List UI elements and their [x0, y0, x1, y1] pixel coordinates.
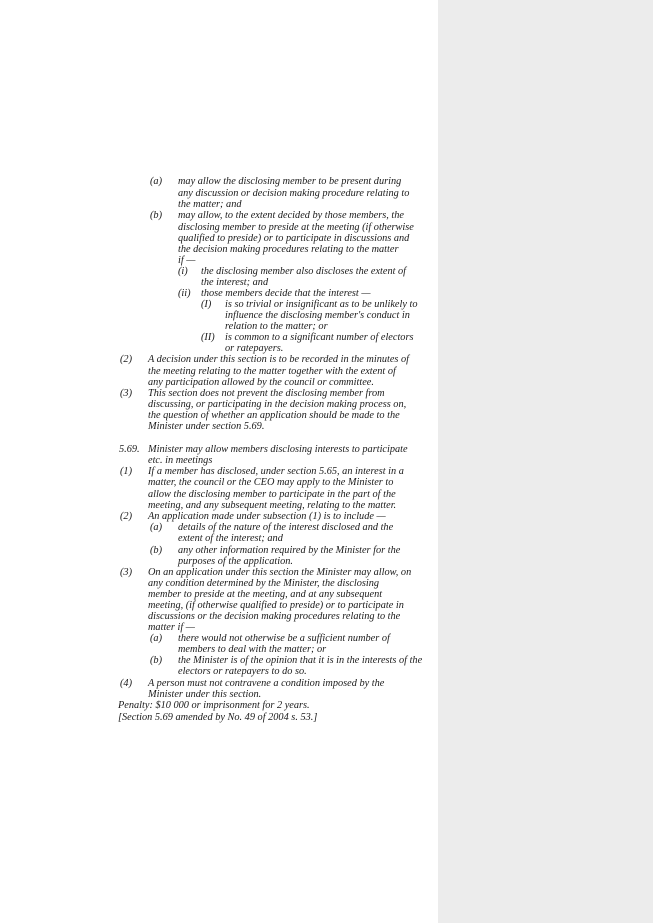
- amendment-history-note: [Section 5.69 amended by No. 49 of 2004 s. 53.]: [118, 712, 318, 723]
- text-line: may allow, to the extent decided by those members, the: [178, 210, 404, 221]
- text-line: disclosing member to preside at the meeting (if otherwise: [178, 222, 414, 233]
- section-number: 5.69.: [119, 444, 140, 455]
- text-line: there would not otherwise be a sufficient number of: [178, 633, 390, 644]
- text-line: may allow the disclosing member to be present during: [178, 176, 402, 187]
- text-line: any participation allowed by the council or committee.: [148, 377, 374, 388]
- comment-margin-pane: [438, 0, 653, 923]
- text-line: member to preside at the meeting, and at any subsequent: [148, 589, 383, 600]
- para-label-b: (b): [150, 655, 163, 666]
- section-heading: Minister may allow members disclosing interests to participate: [148, 444, 408, 455]
- text-line: meeting, (if otherwise qualified to preside) or to participate in: [148, 600, 404, 611]
- section-heading: etc. in meetings: [148, 455, 213, 466]
- text-line: the disclosing member also discloses the extent of: [201, 266, 407, 277]
- text-line: Minister under this section.: [148, 689, 262, 700]
- text-line: discussing, or participating in the decision making process on,: [148, 399, 407, 410]
- text-line: qualified to preside) or to participate in discussions and: [178, 233, 410, 244]
- text-line: or ratepayers.: [225, 343, 284, 354]
- text-line: the matter; and: [178, 199, 242, 210]
- text-line: If a member has disclosed, under section 5.65, an interest in a: [148, 466, 404, 477]
- text-line: matter if —: [148, 622, 195, 633]
- text-line: allow the disclosing member to participate in the part of the: [148, 489, 396, 500]
- text-line: the question of whether an application should be made to the: [148, 410, 400, 421]
- text-line: purposes of the application.: [178, 556, 293, 567]
- text-line: is so trivial or insignificant as to be unlikely to: [225, 299, 418, 310]
- text-line: influence the disclosing member's conduct in: [225, 310, 410, 321]
- text-line: the meeting relating to the matter together with the extent of: [148, 366, 396, 377]
- para-label-a: (a): [150, 176, 163, 187]
- subsection-label-2: (2): [120, 511, 133, 522]
- clause-label-II: (II): [201, 332, 215, 343]
- subsection-label-3: (3): [120, 388, 133, 399]
- text-line: This section does not prevent the disclosing member from: [148, 388, 385, 399]
- text-line: discussions or the decision making procedures relating to the: [148, 611, 401, 622]
- text-line: any other information required by the Minister for the: [178, 545, 401, 556]
- penalty-note: Penalty: $10 000 or imprisonment for 2 years.: [118, 700, 310, 711]
- text-line: On an application under this section the Minister may allow, on: [148, 567, 412, 578]
- text-line: those members decide that the interest —: [201, 288, 371, 299]
- text-line: An application made under subsection (1) is to include —: [148, 511, 386, 522]
- text-line: members to deal with the matter; or: [178, 644, 327, 655]
- text-line: details of the nature of the interest disclosed and the: [178, 522, 394, 533]
- text-line: if —: [178, 255, 196, 266]
- subsection-label-4: (4): [120, 678, 133, 689]
- text-line: Minister under section 5.69.: [148, 421, 265, 432]
- para-label-a: (a): [150, 633, 163, 644]
- text-line: matter, the council or the CEO may apply to the Minister to: [148, 477, 394, 488]
- text-line: relation to the matter; or: [225, 321, 328, 332]
- text-line: any condition determined by the Minister, the disclosing: [148, 578, 380, 589]
- subsection-label-1: (1): [120, 466, 133, 477]
- para-label-b: (b): [150, 545, 163, 556]
- text-line: meeting, and any subsequent meeting, relating to the matter.: [148, 500, 397, 511]
- text-line: the decision making procedures relating to the matter: [178, 244, 399, 255]
- subpara-label-i: (i): [178, 266, 188, 277]
- text-line: A person must not contravene a condition imposed by the: [148, 678, 385, 689]
- para-label-a: (a): [150, 522, 163, 533]
- subsection-label-2: (2): [120, 354, 133, 365]
- text-line: A decision under this section is to be recorded in the minutes of: [148, 354, 410, 365]
- subsection-label-3: (3): [120, 567, 133, 578]
- text-line: the Minister is of the opinion that it is in the interests of the: [178, 655, 423, 666]
- clause-label-I: (I): [201, 299, 212, 310]
- subpara-label-ii: (ii): [178, 288, 191, 299]
- text-line: electors or ratepayers to do so.: [178, 666, 307, 677]
- text-line: is common to a significant number of electors: [225, 332, 414, 343]
- text-line: extent of the interest; and: [178, 533, 283, 544]
- text-line: any discussion or decision making procedure relating to: [178, 188, 410, 199]
- para-label-b: (b): [150, 210, 163, 221]
- text-line: the interest; and: [201, 277, 269, 288]
